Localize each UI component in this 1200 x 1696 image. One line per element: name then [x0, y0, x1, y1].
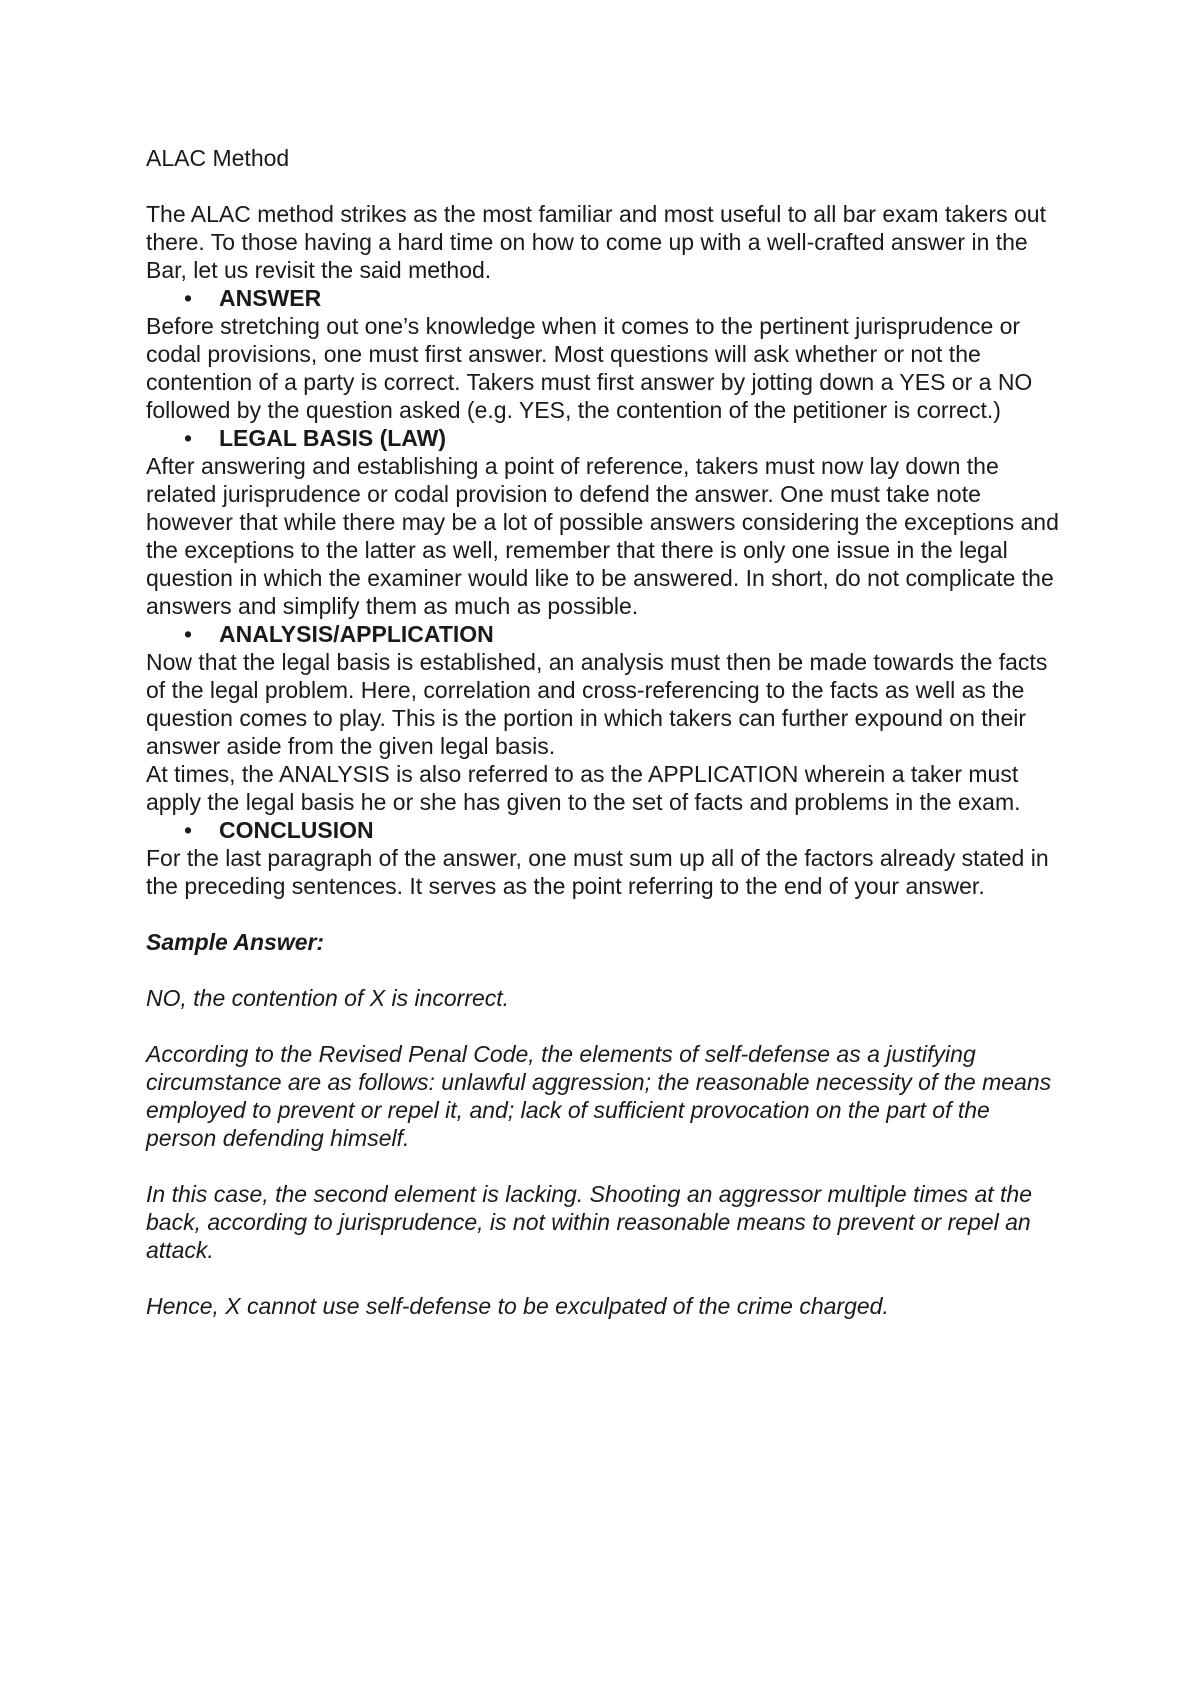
bullet-icon: • — [184, 817, 193, 843]
sample-heading: Sample Answer: — [146, 929, 325, 955]
document-title: ALAC Method — [146, 145, 290, 171]
section-heading-label: LEGAL BASIS (LAW) — [219, 425, 447, 451]
bullet-icon: • — [184, 285, 193, 311]
section-heading — [146, 816, 1066, 844]
document-page — [146, 144, 1066, 1348]
sample-answer — [146, 928, 1066, 1320]
section-heading-label: CONCLUSION — [219, 817, 374, 843]
section-paragraph: At times, the ANALYSIS is also referred to as the APPLICATION wherein a taker must apply the legal basis he or she has given to the set of facts and problems in the exam. — [146, 761, 1021, 815]
section-conclusion — [146, 816, 1066, 900]
section-paragraph: Before stretching out one’s knowledge when it comes to the pertinent jurisprudence or codal provisions, one must first answer. Most questions will ask whether or not the contention of a party is correct. Takers must first answer by jotting down a YES or a NO followed by the question asked (e.g. YES, the contention of the petitioner is correct.) — [146, 313, 1033, 423]
section-answer — [146, 284, 1066, 424]
sample-paragraph: According to the Revised Penal Code, the elements of self-defense as a justifying circumstance are as follows: unlawful aggression; the reasonable necessity of the means employed to prevent or repel it, and; lack of sufficient provocation on the part of the person defending himself. — [146, 1041, 1052, 1151]
bullet-icon: • — [184, 425, 193, 451]
section-paragraph: For the last paragraph of the answer, one must sum up all of the factors already stated in the preceding sentences. It serves as the point referring to the end of your answer. — [146, 845, 1049, 899]
section-paragraph: After answering and establishing a point of reference, takers must now lay down the related jurisprudence or codal provision to defend the answer. One must take note however that while there may be a lot of possible answers considering the exceptions and the exceptions to the latter as well, remember that there is only one issue in the legal question in which the examiner would like to be answered. In short, do not complicate the answers and simplify them as much as possible. — [146, 453, 1059, 619]
section-heading-label: ANALYSIS/APPLICATION — [219, 621, 494, 647]
section-paragraph: Now that the legal basis is established, an analysis must then be made towards the facts of the legal problem. Here, correlation and cross-referencing to the facts as well as the question comes to play. This is the portion in which takers can further expound on their answer aside from the given legal basis. — [146, 649, 1048, 759]
sample-paragraph: NO, the contention of X is incorrect. — [146, 985, 510, 1011]
section-heading — [146, 620, 1066, 648]
sample-paragraph: In this case, the second element is lacking. Shooting an aggressor multiple times at the back, according to jurisprudence, is not within reasonable means to prevent or repel an attack. — [146, 1181, 1032, 1263]
section-analysis — [146, 620, 1066, 816]
sample-paragraph: Hence, X cannot use self-defense to be exculpated of the crime charged. — [146, 1293, 889, 1319]
intro-paragraph: The ALAC method strikes as the most familiar and most useful to all bar exam takers out there. To those having a hard time on how to come up with a well-crafted answer in the Bar, let us revisit the said method. — [146, 201, 1046, 283]
section-heading-label: ANSWER — [219, 285, 322, 311]
section-heading — [146, 284, 1066, 312]
section-heading — [146, 424, 1066, 452]
bullet-icon: • — [184, 621, 193, 647]
section-legal-basis — [146, 424, 1066, 620]
